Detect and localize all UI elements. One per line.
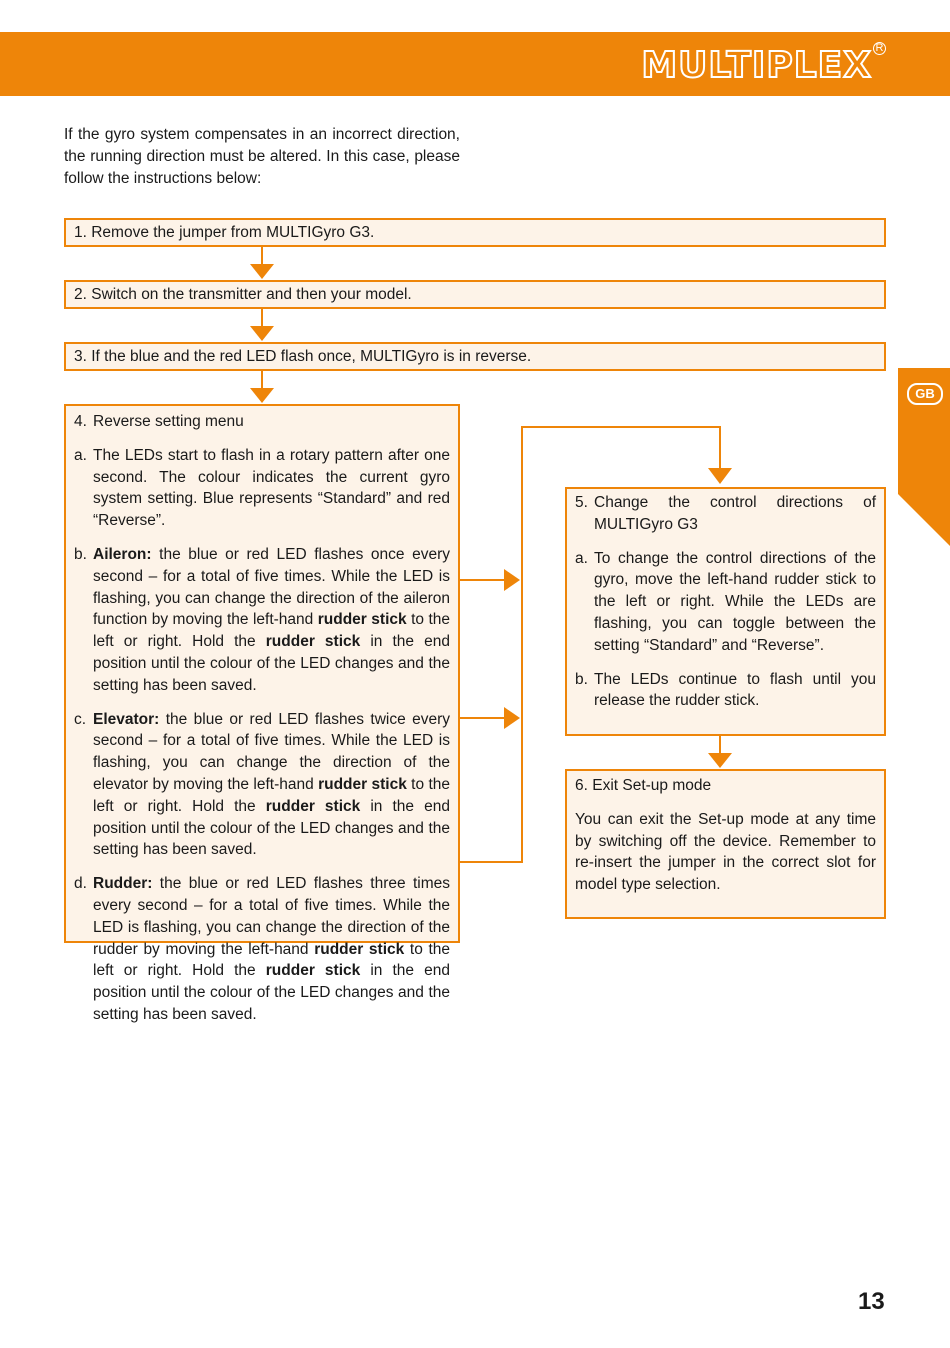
language-badge: GB	[907, 383, 943, 405]
logo-wordmark: MULTIPLEX	[641, 45, 872, 86]
step-5-title: 5. Change the control directions of MULTIGyro G3	[575, 494, 876, 533]
registered-mark: R	[873, 42, 886, 55]
step-1-box	[64, 218, 886, 247]
step-2-box	[64, 280, 886, 309]
step-3-text: 3. If the blue and the red LED flash once, MULTIGyro is in reverse.	[74, 348, 532, 365]
page-number: 13	[858, 1288, 885, 1315]
arrow-down-3	[250, 388, 274, 403]
step-4d-rudder: d. Rudder: the blue or red LED flashes three times every second – for a total of five times. While the LED is flashing, you can change the direction of the rudder by moving the left-hand rudder stick to the left or right. Hold the rudder stick in the end position until the colour of the LED changes and the setting has been saved.	[74, 875, 450, 1023]
arrow-right-aileron	[504, 569, 520, 591]
step-5-box	[565, 487, 886, 736]
step-5b: b. The LEDs continue to flash until you release the rudder stick.	[575, 670, 876, 710]
step-3-box	[64, 342, 886, 371]
arrow-right-elevator	[504, 707, 520, 729]
arrow-down-to-step5	[708, 468, 732, 484]
step-4a: a. The LEDs start to flash in a rotary pattern after one second. The colour indicates the current gyro system setting. Blue represents “Standard” and red “Reverse”.	[74, 446, 450, 530]
step-6-title: 6. Exit Set-up mode	[575, 777, 712, 794]
step-4-title: 4. Reverse setting menu	[74, 413, 244, 430]
step-6-body: You can exit the Set-up mode at any time by switching off the device. Remember to re-insert the jumper in the correct slot for model type selection.	[575, 810, 876, 894]
step-1-text: 1. Remove the jumper from MULTIGyro G3.	[74, 224, 375, 241]
step-5a: a. To change the control directions of the gyro, move the left-hand rudder stick to the left or right. While the LEDs are flashing, you can toggle between the setting “Standard” and “Reverse”.	[575, 549, 876, 654]
arrow-down-1	[250, 264, 274, 279]
step-4-box	[64, 404, 460, 1023]
step-6-box	[565, 769, 886, 919]
intro-paragraph: If the gyro system compensates in an incorrect direction, the running direction must be altered. In this case, please follow the instructions below:	[64, 126, 460, 187]
arrow-down-2	[250, 326, 274, 341]
step-4b-aileron: b. Aileron: the blue or red LED flashes once every second – for a total of five times. While the LED is flashing, you can change the direction of the aileron function by moving the left-hand rudder stick to the left or right. Hold the rudder stick in the end position until the colour of the LED changes and the setting has been saved.	[74, 545, 450, 694]
step-2-text: 2. Switch on the transmitter and then your model.	[74, 286, 412, 303]
arrow-down-to-step6	[708, 753, 732, 768]
step-4c-elevator: c. Elevator: the blue or red LED flashes twice every second – for a total of five times. While the LED is flashing, you can change the direction of the elevator by moving the left-hand rudder stick to the left or right. Hold the rudder stick in the end position until the colour of the LED changes and the setting has been saved.	[74, 710, 450, 859]
